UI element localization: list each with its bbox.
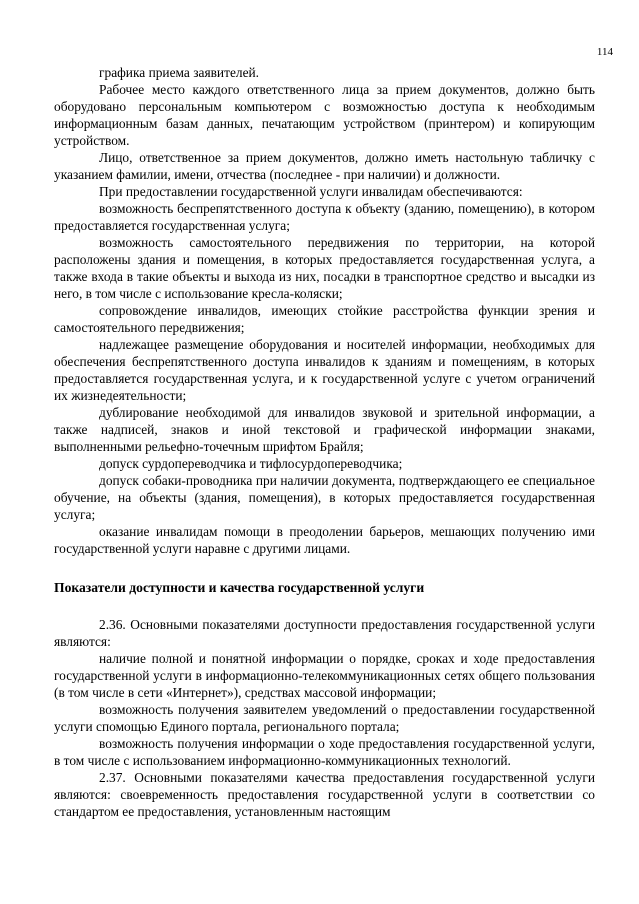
paragraph: Лицо, ответственное за прием документов, должно иметь настольную табличку с указанием фамилии, имени, отчества (последнее - при наличии) и должности. <box>54 150 595 182</box>
paragraph: 2.37. Основными показателями качества предоставления государственной услуги являются: своевременность предоставления государственной услуги в соответствии со стандартом ее предоставления, установленным настоящим <box>54 770 595 819</box>
page-number: 114 <box>596 46 613 58</box>
paragraph: надлежащее размещение оборудования и носителей информации, необходимых для обеспечения беспрепятственного доступа инвалидов к зданиям и помещениям, в которых предоставляется государственная услуга, и к государственной услуге с учетом ограничений их жизнедеятельности; <box>54 337 595 403</box>
paragraph: возможность получения информации о ходе предоставления государственной услуги, в том числе с использованием информационно-коммуникационных технологий. <box>54 736 595 768</box>
paragraph: графика приема заявителей. <box>99 65 260 80</box>
paragraph: сопровождение инвалидов, имеющих стойкие расстройства функции зрения и самостоятельного передвижения; <box>54 303 595 335</box>
paragraph: Рабочее место каждого ответственного лица за прием документов, должно быть оборудовано персональным компьютером с возможностью доступа к необходимым информационным базам данных, печатающим устройством (принтером) и копирующим устройством. <box>54 82 595 148</box>
paragraphs-after-heading <box>54 616 595 820</box>
paragraph: возможность получения заявителем уведомлений о предоставлении государственной услуги спомощью Единого портала, регионального портала; <box>54 702 595 734</box>
paragraph: наличие полной и понятной информации о порядке, сроках и ходе предоставления государственной услуги в информационно-телекоммуникационных сетях общего пользования (в том числе в сети «Интернет»), средствах массовой информации; <box>54 651 595 700</box>
paragraphs-before-heading <box>54 64 595 557</box>
paragraph: возможность беспрепятственного доступа к объекту (зданию, помещению), в котором предоставляется государственная услуга; <box>54 201 595 233</box>
document-body <box>54 64 595 820</box>
paragraph: возможность самостоятельного передвижения по территории, на которой расположены здания и помещения, в которых предоставляется государственная услуга, а также входа в такие объекты и выхода из них, посадки в транспортное средство и высадки из него, в том числе с использование кресла-коляски; <box>54 235 595 301</box>
section-heading: Показатели доступности и качества государственной услуги <box>54 580 425 595</box>
paragraph: При предоставлении государственной услуги инвалидам обеспечиваются: <box>99 184 523 199</box>
paragraph: допуск собаки-проводника при наличии документа, подтверждающего ее специальное обучение, на объекты (здания, помещения), в которых предоставляется государственная услуга; <box>54 473 595 522</box>
paragraph: допуск сурдопереводчика и тифлосурдопереводчика; <box>99 456 403 471</box>
paragraph: дублирование необходимой для инвалидов звуковой и зрительной информации, а также надписей, знаков и иной текстовой и графической информации знаками, выполненными рельефно-точечным шрифтом Брайля; <box>54 405 595 454</box>
paragraph: 2.36. Основными показателями доступности предоставления государственной услуги являются: <box>54 617 595 649</box>
paragraph: оказание инвалидам помощи в преодолении барьеров, мешающих получению ими государственной услуги наравне с другими лицами. <box>54 524 595 556</box>
